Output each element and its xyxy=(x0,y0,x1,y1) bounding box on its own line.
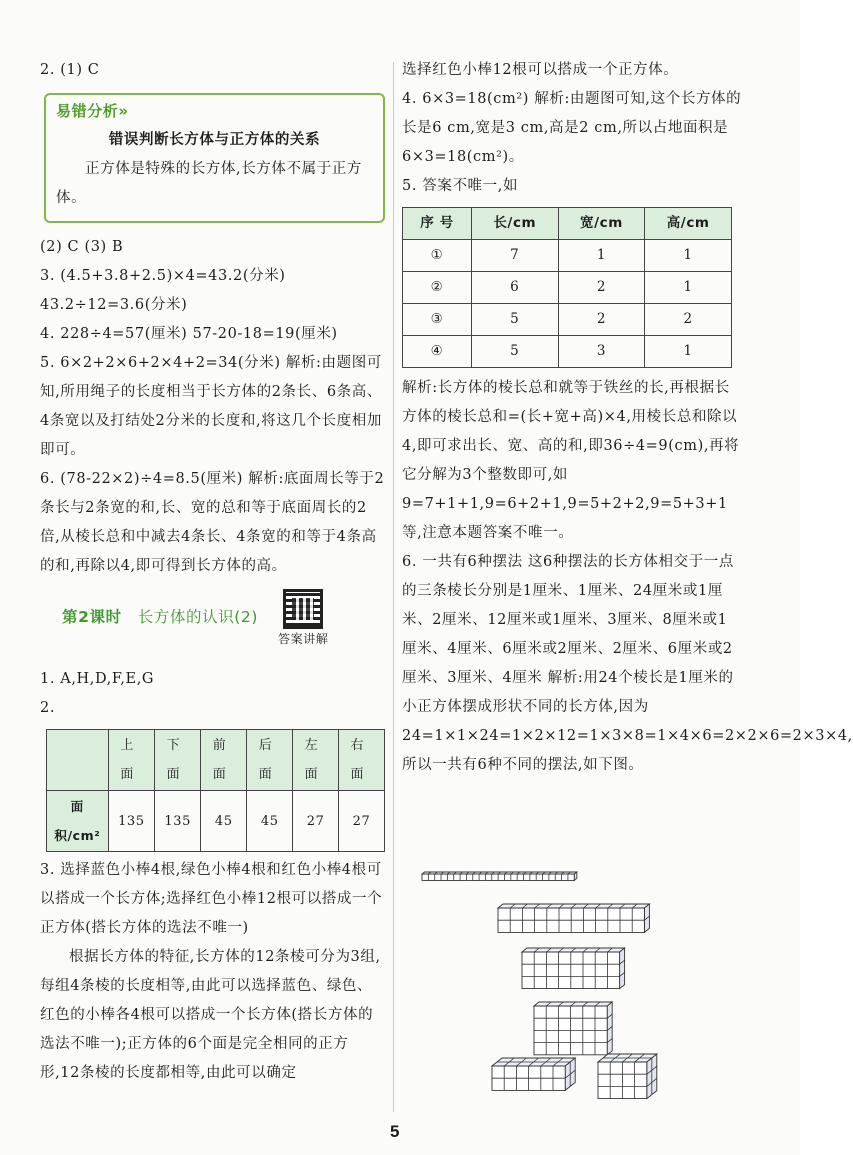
dimension-cell: 6 xyxy=(471,272,558,304)
face-area-header-row xyxy=(47,730,385,791)
column-divider xyxy=(393,62,394,1112)
cuboid-shape xyxy=(422,872,577,880)
dimension-header-cell: 宽/cm xyxy=(558,208,645,240)
face-area-value: 27 xyxy=(339,791,385,852)
qr-block[interactable] xyxy=(278,589,328,647)
dimension-cell: ② xyxy=(403,272,472,304)
lesson-title xyxy=(40,589,258,632)
dimension-cell: ④ xyxy=(403,336,472,368)
answer-6: 6. (78-22×2)÷4=8.5(厘米) 解析:底面周长等于2条长与2条宽的和,长、宽的总和等于底面周长的2倍,从棱长总和中减去4条长、4条宽的和等于4条高的和,再除以4,即可得到长方体的高。 xyxy=(40,471,385,574)
lesson2-answer-3-explanation: 根据长方体的特征,长方体的12条棱可分为3组,每组4条棱的长度相等,由此可以选择蓝色、绿色、红色的小棒各4根可以搭成一个长方体(搭长方体的选法不唯一);正方体的6个面是完全相同的正方形,12条棱的长度都相等,由此可以确定 xyxy=(40,949,381,1081)
lesson-header xyxy=(40,589,385,659)
answer-4: 4. 228÷4=57(厘米) 57-20-18=19(厘米) xyxy=(40,326,338,342)
dimension-cell: ① xyxy=(403,240,472,272)
cuboid-arrangement-figure xyxy=(420,868,730,1113)
dimension-cell: 1 xyxy=(558,240,645,272)
face-area-header-cell: 上 面 xyxy=(108,730,154,791)
answer-5: 5. 6×2+2×6+2×4+2=34(分米) 解析:由题图可知,所用绳子的长度相当于长方体的2条长、6条高、4条宽以及打结处2分米的长度和,将这几个长度相加即可。 xyxy=(40,355,382,458)
answer-2-part2: (2) C (3) B xyxy=(40,239,124,255)
dimension-cell: 5 xyxy=(471,336,558,368)
lesson2-answer-3: 3. 选择蓝色小棒4根,绿色小棒4根和红色小棒4根可以搭成一个长方体;选择红色小棒12根可以搭成一个正方体(搭长方体的选法不唯一) xyxy=(40,862,383,936)
face-area-value: 45 xyxy=(201,791,247,852)
face-area-header-cell: 左 面 xyxy=(293,730,339,791)
dimension-cell: 2 xyxy=(558,304,645,336)
answer-2-part1: 2. (1) C xyxy=(40,62,100,78)
face-area-header-cell xyxy=(47,730,109,791)
dimension-header-cell: 序 号 xyxy=(403,208,472,240)
qr-label: 答案讲解 xyxy=(278,632,329,646)
dimension-header-cell: 长/cm xyxy=(471,208,558,240)
dimension-row xyxy=(403,272,732,304)
lesson-label: 第2课时 xyxy=(62,608,122,626)
left-column xyxy=(40,56,385,1088)
dimension-cell: 7 xyxy=(471,240,558,272)
answer-3: 3. (4.5+3.8+2.5)×4=43.2(分米) 43.2÷12=3.6(分米) xyxy=(40,268,286,313)
face-area-value: 27 xyxy=(293,791,339,852)
dimension-table xyxy=(402,207,732,368)
dimension-row xyxy=(403,240,732,272)
face-area-value: 45 xyxy=(247,791,293,852)
qr-code-icon[interactable] xyxy=(283,589,323,629)
page-number: 5 xyxy=(390,1122,400,1141)
face-area-header-cell: 后 面 xyxy=(247,730,293,791)
lesson2-answer-6: 6. 一共有6种摆法 这6种摆法的长方体相交于一点的三条棱长分别是1厘米、1厘米、24厘米或1厘米、2厘米、12厘米或1厘米、3厘米、8厘米或1厘米、4厘米、6厘米或2厘米、2厘米、6厘米或2厘米、3厘米、4厘米 解析:用24个棱长是1厘米的小正方体摆成形状不同的长方体,因为24=1×1×24=1×2×12=1×3×8=1×4×6=2×2×6=2×3×4,所以一共有6种不同的摆法,如下图。 xyxy=(402,554,853,773)
dimension-cell: 5 xyxy=(471,304,558,336)
dimension-cell: ③ xyxy=(403,304,472,336)
face-area-header-cell: 前 面 xyxy=(201,730,247,791)
lesson2-answer-2: 2. xyxy=(40,700,56,716)
dimension-row xyxy=(403,336,732,368)
answer-3-continued: 选择红色小棒12根可以搭成一个正方体。 xyxy=(402,62,679,78)
error-analysis-text: 正方体是特殊的长方体,长方体不属于正方体。 xyxy=(56,161,363,206)
face-area-row-label: 面积/cm² xyxy=(47,791,109,852)
dimension-cell: 3 xyxy=(558,336,645,368)
cuboid-shape xyxy=(492,1058,575,1090)
dimension-cell: 2 xyxy=(558,272,645,304)
dimension-cell: 2 xyxy=(645,304,732,336)
face-area-table xyxy=(46,729,385,852)
face-area-value: 135 xyxy=(155,791,201,852)
lesson-name: 长方体的认识(2) xyxy=(137,608,259,626)
dimension-cell: 1 xyxy=(645,272,732,304)
dimension-row xyxy=(403,304,732,336)
dimension-header-row xyxy=(403,208,732,240)
lesson2-answer-4: 4. 6×3=18(cm²) 解析:由题图可知,这个长方体的长是6 cm,宽是3 cm,高是2 cm,所以占地面积是6×3=18(cm²)。 xyxy=(402,91,742,165)
dimension-cell: 1 xyxy=(645,336,732,368)
cuboid-shape xyxy=(534,1002,612,1055)
cuboid-shape xyxy=(598,1054,657,1099)
dimension-header-cell: 高/cm xyxy=(645,208,732,240)
lesson2-answer-5-explanation: 解析:长方体的棱长总和就等于铁丝的长,再根据长方体的棱长总和=(长+宽+高)×4,用棱长总和除以4,即可求出长、宽、高的和,即36÷4=9(cm),再将它分解为3个整数即可,如9=7+1+1,9=6+2+1,9=5+2+2,9=5+3+1等,注意本题答案不唯一。 xyxy=(402,380,740,541)
lesson2-answer-1: 1. A,H,D,F,E,G xyxy=(40,671,155,687)
lesson2-answer-5: 5. 答案不唯一,如 xyxy=(402,178,519,194)
face-area-header-cell: 下 面 xyxy=(155,730,201,791)
cuboid-shape xyxy=(498,904,649,932)
face-area-header-cell: 右 面 xyxy=(339,730,385,791)
error-analysis-heading: 错误判断长方体与正方体的关系 xyxy=(108,131,321,148)
error-analysis-box xyxy=(44,93,385,223)
cuboid-shape xyxy=(522,948,625,989)
right-column xyxy=(402,56,853,780)
error-analysis-title: 易错分析» xyxy=(56,102,129,120)
face-area-value: 135 xyxy=(108,791,154,852)
dimension-cell: 1 xyxy=(645,240,732,272)
face-area-value-row xyxy=(47,791,385,852)
